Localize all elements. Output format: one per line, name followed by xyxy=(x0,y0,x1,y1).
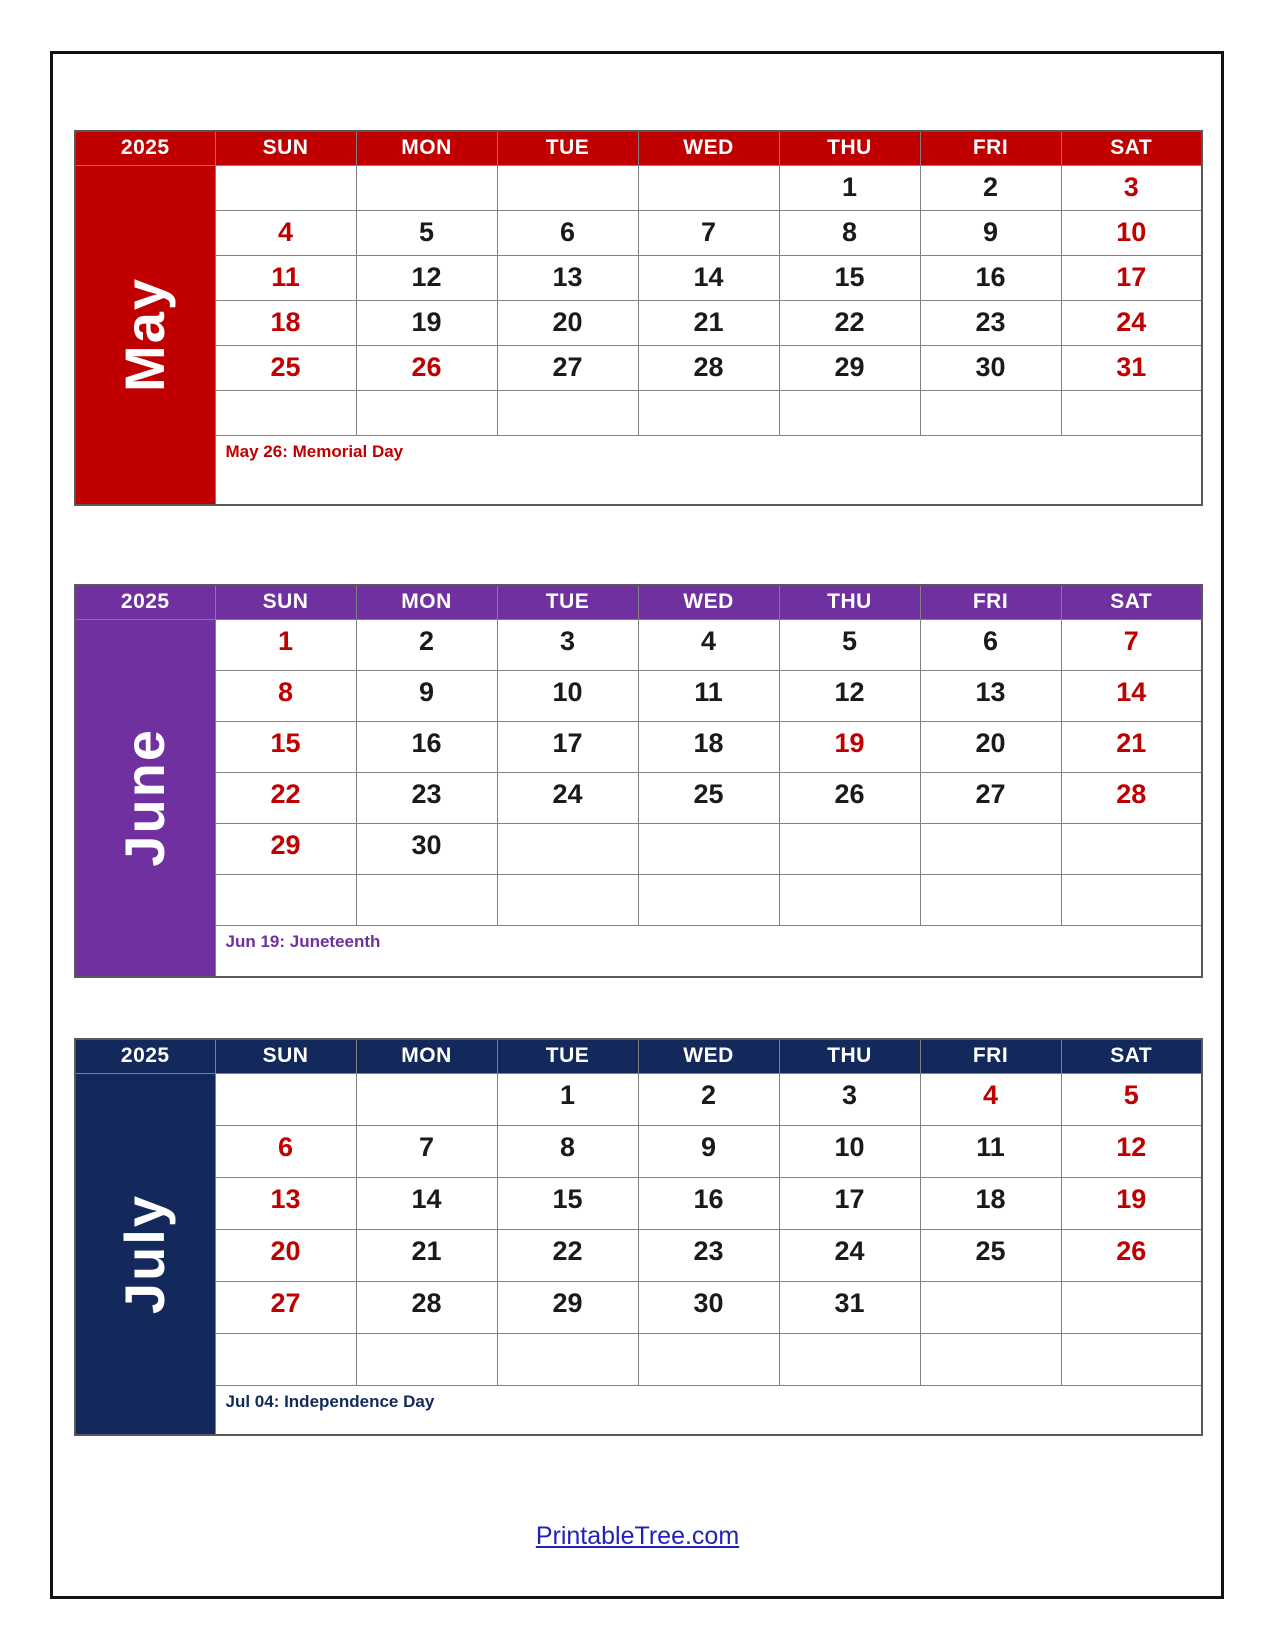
date-cell-july-10: 10 xyxy=(779,1125,920,1177)
week-row xyxy=(75,874,1202,925)
date-cell-june-16: 16 xyxy=(356,721,497,772)
date-cell-june-7: 7 xyxy=(1061,619,1202,670)
weekday-header-tue: TUE xyxy=(497,131,638,165)
date-cell-may-13: 13 xyxy=(497,255,638,300)
date-cell-empty xyxy=(1061,1333,1202,1385)
week-row xyxy=(75,300,1202,345)
date-cell-july-29: 29 xyxy=(497,1281,638,1333)
date-cell-empty xyxy=(497,823,638,874)
date-cell-june-19: 19 xyxy=(779,721,920,772)
date-cell-may-27: 27 xyxy=(497,345,638,390)
date-cell-july-14: 14 xyxy=(356,1177,497,1229)
date-cell-june-26: 26 xyxy=(779,772,920,823)
date-cell-empty xyxy=(779,874,920,925)
date-cell-empty xyxy=(638,823,779,874)
date-cell-empty xyxy=(215,165,356,210)
date-cell-june-22: 22 xyxy=(215,772,356,823)
holiday-note-may: May 26: Memorial Day xyxy=(215,435,1202,505)
date-cell-may-20: 20 xyxy=(497,300,638,345)
date-cell-empty xyxy=(215,874,356,925)
date-cell-may-3: 3 xyxy=(1061,165,1202,210)
date-cell-empty xyxy=(920,1281,1061,1333)
date-cell-may-5: 5 xyxy=(356,210,497,255)
date-cell-july-15: 15 xyxy=(497,1177,638,1229)
week-row xyxy=(75,619,1202,670)
date-cell-empty xyxy=(638,1333,779,1385)
weekday-header-tue: TUE xyxy=(497,585,638,619)
date-cell-may-7: 7 xyxy=(638,210,779,255)
date-cell-july-5: 5 xyxy=(1061,1073,1202,1125)
weekday-header-thu: THU xyxy=(779,1039,920,1073)
week-row xyxy=(75,210,1202,255)
date-cell-june-12: 12 xyxy=(779,670,920,721)
date-cell-empty xyxy=(1061,1281,1202,1333)
date-cell-may-26: 26 xyxy=(356,345,497,390)
weekday-header-thu: THU xyxy=(779,131,920,165)
calendar-table-june xyxy=(74,584,1203,978)
date-cell-may-1: 1 xyxy=(779,165,920,210)
date-cell-empty xyxy=(356,165,497,210)
date-cell-july-28: 28 xyxy=(356,1281,497,1333)
date-cell-empty xyxy=(356,1333,497,1385)
date-cell-june-18: 18 xyxy=(638,721,779,772)
date-cell-june-2: 2 xyxy=(356,619,497,670)
date-cell-empty xyxy=(920,823,1061,874)
date-cell-empty xyxy=(497,390,638,435)
date-cell-july-7: 7 xyxy=(356,1125,497,1177)
week-row xyxy=(75,1073,1202,1125)
date-cell-empty xyxy=(1061,823,1202,874)
week-row xyxy=(75,390,1202,435)
week-row xyxy=(75,345,1202,390)
date-cell-may-24: 24 xyxy=(1061,300,1202,345)
weekday-header-fri: FRI xyxy=(920,585,1061,619)
week-row xyxy=(75,1333,1202,1385)
date-cell-may-23: 23 xyxy=(920,300,1061,345)
date-cell-may-18: 18 xyxy=(215,300,356,345)
date-cell-june-24: 24 xyxy=(497,772,638,823)
date-cell-empty xyxy=(638,874,779,925)
date-cell-june-8: 8 xyxy=(215,670,356,721)
date-cell-july-12: 12 xyxy=(1061,1125,1202,1177)
date-cell-june-4: 4 xyxy=(638,619,779,670)
date-cell-may-17: 17 xyxy=(1061,255,1202,300)
weekday-header-tue: TUE xyxy=(497,1039,638,1073)
weekday-header-mon: MON xyxy=(356,131,497,165)
date-cell-may-29: 29 xyxy=(779,345,920,390)
month-band-may xyxy=(75,165,215,505)
date-cell-empty xyxy=(920,390,1061,435)
date-cell-june-6: 6 xyxy=(920,619,1061,670)
date-cell-empty xyxy=(779,1333,920,1385)
week-row xyxy=(75,721,1202,772)
date-cell-july-17: 17 xyxy=(779,1177,920,1229)
date-cell-may-4: 4 xyxy=(215,210,356,255)
holiday-note-july: Jul 04: Independence Day xyxy=(215,1385,1202,1435)
date-cell-june-5: 5 xyxy=(779,619,920,670)
week-row xyxy=(75,772,1202,823)
date-cell-may-12: 12 xyxy=(356,255,497,300)
date-cell-may-19: 19 xyxy=(356,300,497,345)
date-cell-july-6: 6 xyxy=(215,1125,356,1177)
date-cell-june-28: 28 xyxy=(1061,772,1202,823)
date-cell-may-21: 21 xyxy=(638,300,779,345)
date-cell-may-10: 10 xyxy=(1061,210,1202,255)
month-name-label: May xyxy=(113,277,177,393)
date-cell-june-13: 13 xyxy=(920,670,1061,721)
date-cell-empty xyxy=(356,874,497,925)
date-cell-july-9: 9 xyxy=(638,1125,779,1177)
date-cell-june-10: 10 xyxy=(497,670,638,721)
date-cell-empty xyxy=(497,874,638,925)
weekday-header-fri: FRI xyxy=(920,131,1061,165)
date-cell-june-11: 11 xyxy=(638,670,779,721)
date-cell-july-25: 25 xyxy=(920,1229,1061,1281)
footer-link[interactable]: PrintableTree.com xyxy=(535,1522,740,1550)
date-cell-may-16: 16 xyxy=(920,255,1061,300)
june-calendar-section xyxy=(74,584,1201,978)
date-cell-may-30: 30 xyxy=(920,345,1061,390)
weekday-header-wed: WED xyxy=(638,1039,779,1073)
date-cell-may-15: 15 xyxy=(779,255,920,300)
date-cell-july-23: 23 xyxy=(638,1229,779,1281)
date-cell-may-2: 2 xyxy=(920,165,1061,210)
calendar-table-may xyxy=(74,130,1203,506)
month-band-july xyxy=(75,1073,215,1435)
date-cell-june-15: 15 xyxy=(215,721,356,772)
date-cell-empty xyxy=(215,390,356,435)
date-cell-july-22: 22 xyxy=(497,1229,638,1281)
date-cell-july-8: 8 xyxy=(497,1125,638,1177)
date-cell-empty xyxy=(215,1333,356,1385)
date-cell-may-9: 9 xyxy=(920,210,1061,255)
weekday-header-sun: SUN xyxy=(215,1039,356,1073)
date-cell-empty xyxy=(920,1333,1061,1385)
date-cell-empty xyxy=(638,390,779,435)
weekday-header-wed: WED xyxy=(638,585,779,619)
date-cell-may-25: 25 xyxy=(215,345,356,390)
date-cell-empty xyxy=(1061,874,1202,925)
date-cell-june-27: 27 xyxy=(920,772,1061,823)
date-cell-july-4: 4 xyxy=(920,1073,1061,1125)
weekday-header-fri: FRI xyxy=(920,1039,1061,1073)
footer xyxy=(0,1522,1275,1551)
week-row xyxy=(75,1177,1202,1229)
date-cell-empty xyxy=(356,390,497,435)
date-cell-may-14: 14 xyxy=(638,255,779,300)
date-cell-june-14: 14 xyxy=(1061,670,1202,721)
date-cell-june-9: 9 xyxy=(356,670,497,721)
date-cell-july-24: 24 xyxy=(779,1229,920,1281)
date-cell-july-30: 30 xyxy=(638,1281,779,1333)
date-cell-empty xyxy=(215,1073,356,1125)
week-row xyxy=(75,1281,1202,1333)
date-cell-june-30: 30 xyxy=(356,823,497,874)
weekday-header-sat: SAT xyxy=(1061,1039,1202,1073)
week-row xyxy=(75,255,1202,300)
date-cell-july-21: 21 xyxy=(356,1229,497,1281)
date-cell-empty xyxy=(1061,390,1202,435)
may-calendar-section xyxy=(74,130,1201,506)
date-cell-june-1: 1 xyxy=(215,619,356,670)
weekday-header-sat: SAT xyxy=(1061,585,1202,619)
date-cell-june-21: 21 xyxy=(1061,721,1202,772)
weekday-header-mon: MON xyxy=(356,1039,497,1073)
date-cell-may-28: 28 xyxy=(638,345,779,390)
date-cell-july-19: 19 xyxy=(1061,1177,1202,1229)
week-row xyxy=(75,670,1202,721)
date-cell-july-13: 13 xyxy=(215,1177,356,1229)
date-cell-july-3: 3 xyxy=(779,1073,920,1125)
date-cell-july-16: 16 xyxy=(638,1177,779,1229)
week-row xyxy=(75,165,1202,210)
year-label-june: 2025 xyxy=(75,585,215,619)
holiday-note-june: Jun 19: Juneteenth xyxy=(215,925,1202,977)
weekday-header-wed: WED xyxy=(638,131,779,165)
date-cell-june-20: 20 xyxy=(920,721,1061,772)
date-cell-july-1: 1 xyxy=(497,1073,638,1125)
date-cell-july-11: 11 xyxy=(920,1125,1061,1177)
weekday-header-thu: THU xyxy=(779,585,920,619)
date-cell-july-26: 26 xyxy=(1061,1229,1202,1281)
month-name-label: July xyxy=(113,1193,177,1314)
weekday-header-sun: SUN xyxy=(215,585,356,619)
date-cell-empty xyxy=(779,823,920,874)
date-cell-july-18: 18 xyxy=(920,1177,1061,1229)
date-cell-july-31: 31 xyxy=(779,1281,920,1333)
date-cell-empty xyxy=(638,165,779,210)
date-cell-may-6: 6 xyxy=(497,210,638,255)
date-cell-may-8: 8 xyxy=(779,210,920,255)
date-cell-june-29: 29 xyxy=(215,823,356,874)
july-calendar-section xyxy=(74,1038,1201,1436)
weekday-header-mon: MON xyxy=(356,585,497,619)
date-cell-empty xyxy=(779,390,920,435)
month-name-label: June xyxy=(113,728,177,868)
date-cell-june-23: 23 xyxy=(356,772,497,823)
date-cell-empty xyxy=(497,165,638,210)
date-cell-june-17: 17 xyxy=(497,721,638,772)
date-cell-june-3: 3 xyxy=(497,619,638,670)
date-cell-empty xyxy=(920,874,1061,925)
date-cell-empty xyxy=(497,1333,638,1385)
year-label-july: 2025 xyxy=(75,1039,215,1073)
weekday-header-sat: SAT xyxy=(1061,131,1202,165)
date-cell-july-20: 20 xyxy=(215,1229,356,1281)
weekday-header-sun: SUN xyxy=(215,131,356,165)
date-cell-may-22: 22 xyxy=(779,300,920,345)
week-row xyxy=(75,1125,1202,1177)
date-cell-july-2: 2 xyxy=(638,1073,779,1125)
date-cell-june-25: 25 xyxy=(638,772,779,823)
date-cell-empty xyxy=(356,1073,497,1125)
calendar-table-july xyxy=(74,1038,1203,1436)
year-label-may: 2025 xyxy=(75,131,215,165)
month-band-june xyxy=(75,619,215,977)
date-cell-may-31: 31 xyxy=(1061,345,1202,390)
week-row xyxy=(75,823,1202,874)
week-row xyxy=(75,1229,1202,1281)
date-cell-july-27: 27 xyxy=(215,1281,356,1333)
date-cell-may-11: 11 xyxy=(215,255,356,300)
